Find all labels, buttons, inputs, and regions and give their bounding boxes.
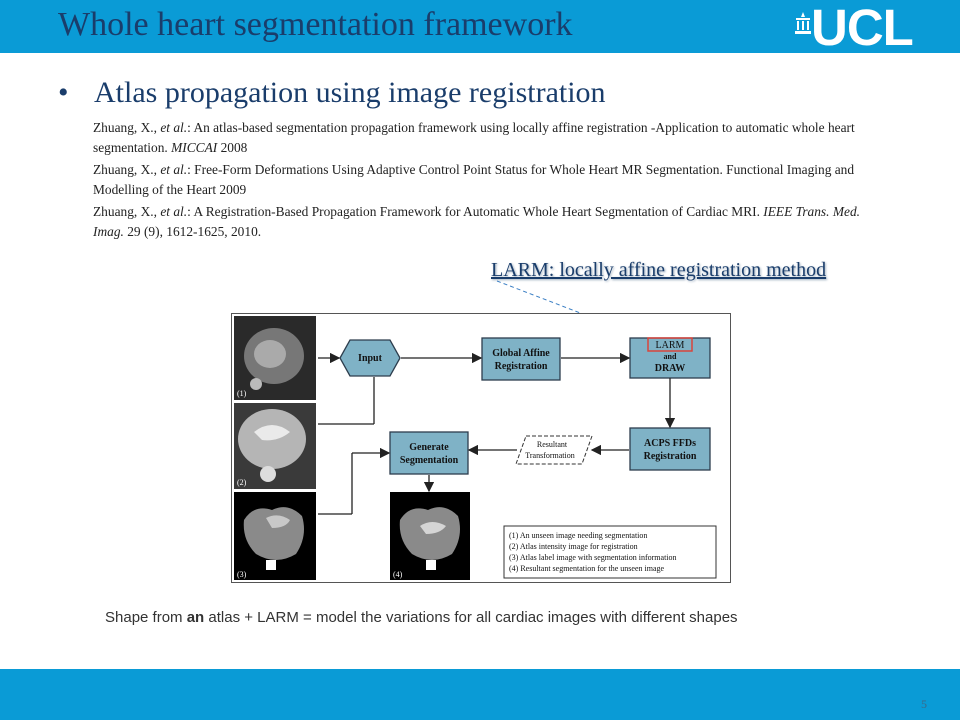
image-panel-2 — [234, 403, 316, 489]
ref-tail: 29 (9), 1612-1625, 2010. — [123, 224, 262, 239]
global-affine-label-2: Registration — [494, 361, 548, 372]
generate-label-1: Generate — [409, 442, 449, 453]
larm-label: LARM — [655, 340, 685, 351]
input-label: Input — [358, 353, 382, 364]
legend-item-4: (4) Resultant segmentation for the unseen image — [509, 564, 665, 573]
ref-venue: IEEE Trans. Med. Imag. — [93, 204, 860, 239]
legend-item-3: (3) Atlas label image with segmentation information — [509, 553, 677, 562]
framework-figure — [231, 313, 731, 583]
legend-item-2: (2) Atlas intensity image for registration — [509, 542, 638, 551]
ref-etal: et al. — [160, 120, 188, 135]
global-affine-label-1: Global Affine — [492, 348, 550, 359]
acps-label-1: ACPS FFDs — [644, 438, 696, 449]
caption-bold: an — [186, 609, 205, 626]
page-number: 5 — [921, 697, 927, 711]
ref-venue: MICCAI — [171, 140, 218, 155]
flow-arrows — [318, 358, 670, 514]
ref-authors: Zhuang, X., — [93, 162, 161, 177]
ref-text: : An atlas-based segmentation propagation framework using locally affine registration -Application to automatic whole heart segmentation. — [93, 120, 855, 155]
acps-ffds-node — [630, 428, 710, 470]
image-panel-1 — [234, 316, 316, 400]
framework-diagram — [232, 314, 730, 582]
resultant-label-1: Resultant — [536, 440, 568, 449]
logo-wordmark: UCL — [811, 0, 913, 56]
bullet-marker: • — [58, 76, 69, 109]
generate-label-2: Segmentation — [399, 455, 459, 466]
figure-caption — [105, 609, 738, 626]
resultant-label-2: Transformation — [525, 451, 575, 460]
ref-tail: 2008 — [217, 140, 248, 155]
ref-text: : Free-Form Deformations Using Adaptive Control Point Status for Whole Heart MR Segmentation. Functional Imaging and Modelling of the Heart 2009 — [93, 162, 855, 197]
generate-segmentation-node — [390, 432, 468, 474]
resultant-transformation-node — [516, 436, 592, 464]
image-panel-3 — [234, 492, 316, 580]
img-label-1: (1) — [237, 389, 247, 398]
figure-legend — [504, 526, 716, 578]
input-node — [340, 340, 400, 376]
larm-draw-node — [630, 338, 710, 378]
and-label: and — [663, 352, 677, 361]
larm-annotation: LARM: locally affine registration method — [491, 259, 827, 281]
caption-end: atlas + LARM = model the variations for all cardiac images with different shapes — [204, 609, 738, 626]
ref-etal: et al. — [160, 204, 188, 219]
acps-label-2: Registration — [643, 451, 697, 462]
ref-authors: Zhuang, X., — [93, 120, 161, 135]
legend-item-1: (1) An unseen image needing segmentation — [509, 531, 648, 540]
ref-etal: et al. — [160, 162, 188, 177]
bottom-banner — [0, 669, 960, 720]
draw-label: DRAW — [654, 363, 686, 374]
img-label-2: (2) — [237, 478, 247, 487]
ref-authors: Zhuang, X., — [93, 204, 161, 219]
caption-start: Shape from — [105, 609, 187, 626]
img-label-4: (4) — [393, 570, 403, 579]
image-panel-4 — [390, 492, 470, 580]
bullet-text: Atlas propagation using image registration — [94, 76, 606, 109]
ref-text: : A Registration-Based Propagation Framework for Automatic Whole Heart Segmentation of Cardiac MRI. — [187, 204, 764, 219]
slide-title: Whole heart segmentation framework — [58, 6, 573, 43]
img-label-3: (3) — [237, 570, 247, 579]
global-affine-node — [482, 338, 560, 380]
